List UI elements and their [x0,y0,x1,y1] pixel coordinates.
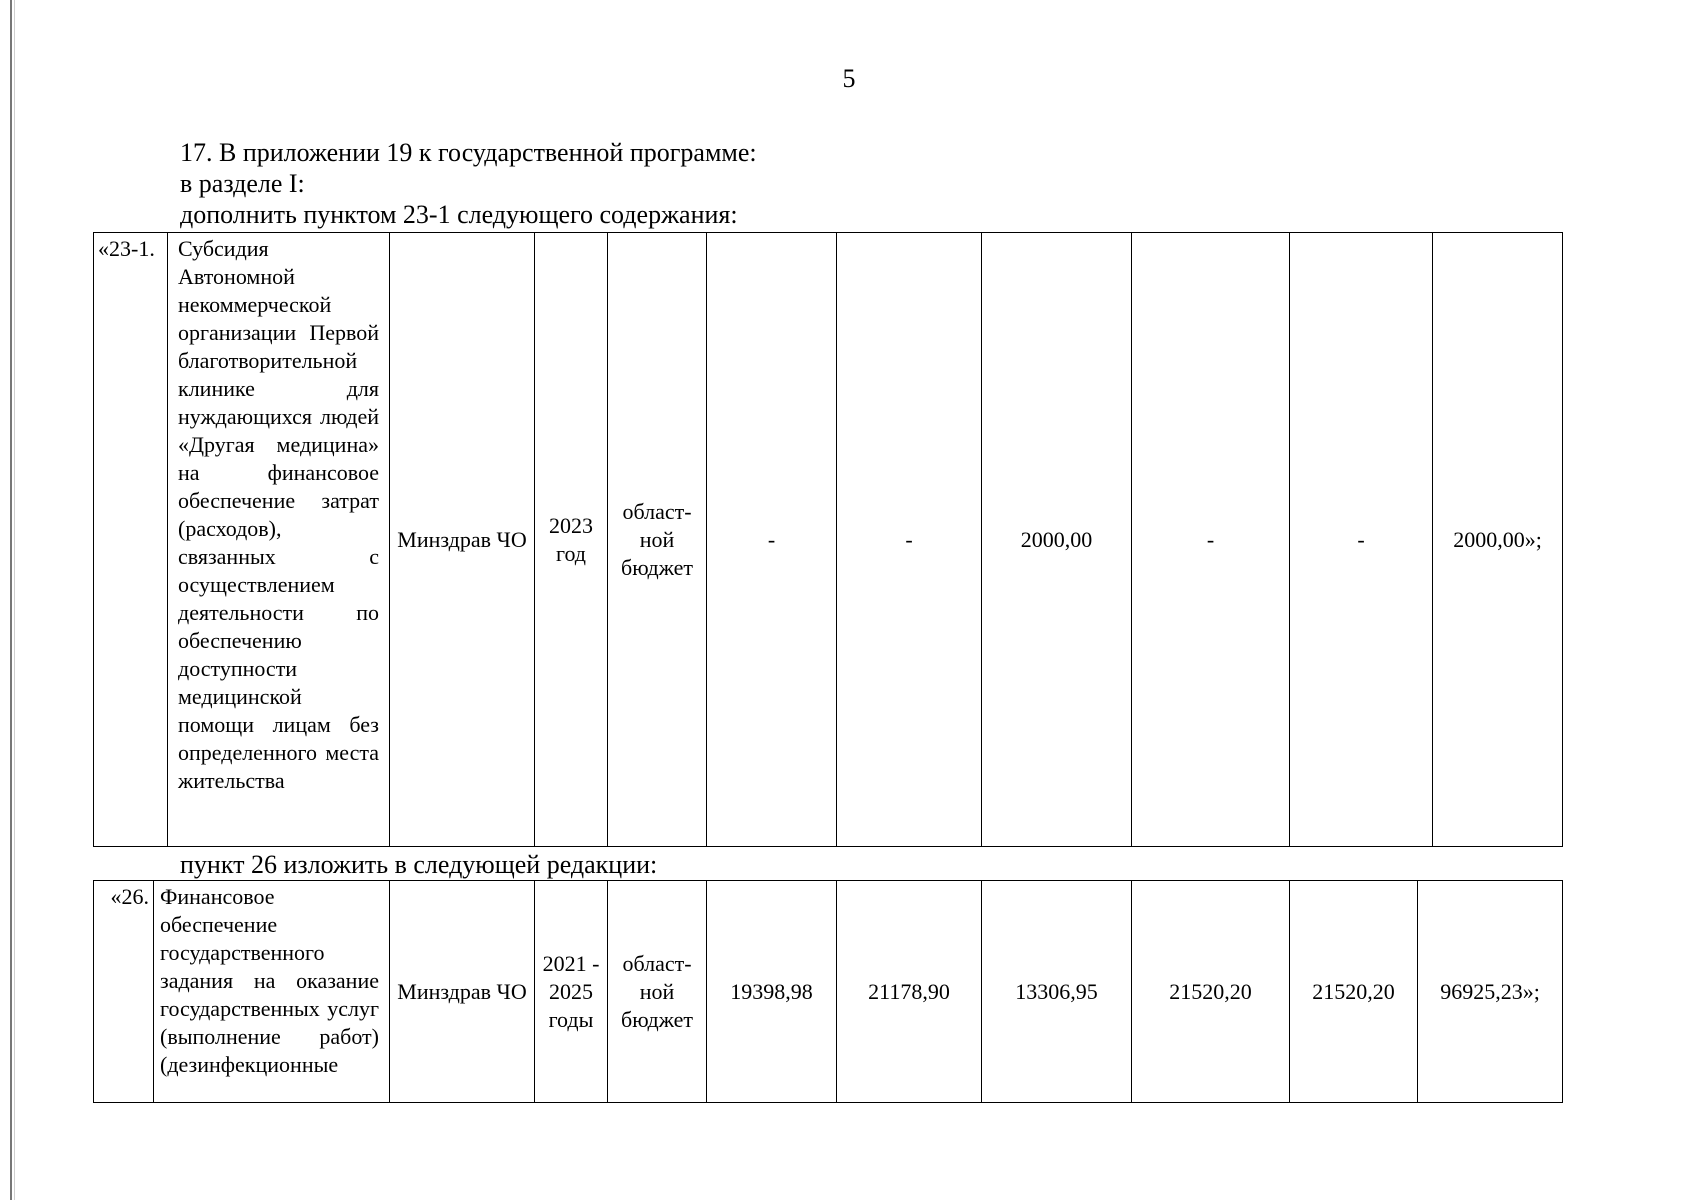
row-executor: Минздрав ЧО [390,881,535,1103]
table-row [94,233,1563,847]
row-description: Субсидия Автономной некоммерческой организации Первой благотворительной клинике для нуждающихся людей «Другая медицина» на финансовое обеспечение затрат (расходов), связанных с осуществлением деятельности по обеспечению доступности медицинской помощи лицам без определенного места жительства [168,233,390,847]
row-value-1: - [707,233,837,847]
row-value-2: - [837,233,982,847]
row-number: «23-1. [94,233,168,847]
table-row-26 [93,880,1563,1103]
row-source: област-ной бюджет [608,881,707,1103]
table-row-23-1 [93,232,1563,847]
row-source: област-ной бюджет [608,233,707,847]
row-value-4: 21520,20 [1132,881,1290,1103]
row-description: Финансовое обеспечение государственного задания на оказание государственных услуг (выполнение работ) (дезинфекционные [154,881,390,1103]
row-period: 2023 год [535,233,608,847]
row-total: 96925,23»; [1418,881,1563,1103]
row-executor: Минздрав ЧО [390,233,535,847]
row-period: 2021 - 2025 годы [535,881,608,1103]
intro-line-3: дополнить пунктом 23-1 следующего содержания: [180,200,738,229]
intro-line-1: 17. В приложении 19 к государственной программе: [180,138,757,167]
intro-line-2: в разделе I: [180,169,305,198]
scan-edge [10,0,12,1200]
row-value-3: 13306,95 [982,881,1132,1103]
row-total: 2000,00»; [1433,233,1563,847]
row-value-4: - [1132,233,1290,847]
row-value-3: 2000,00 [982,233,1132,847]
page-number: 5 [842,64,856,93]
table-row [94,881,1563,1103]
row-value-2: 21178,90 [837,881,982,1103]
row-value-1: 19398,98 [707,881,837,1103]
row-value-5: 21520,20 [1290,881,1418,1103]
scan-edge-shadow [14,0,15,1200]
row-value-5: - [1290,233,1433,847]
row-number: «26. [94,881,154,1103]
middle-text: пункт 26 изложить в следующей редакции: [180,850,658,879]
